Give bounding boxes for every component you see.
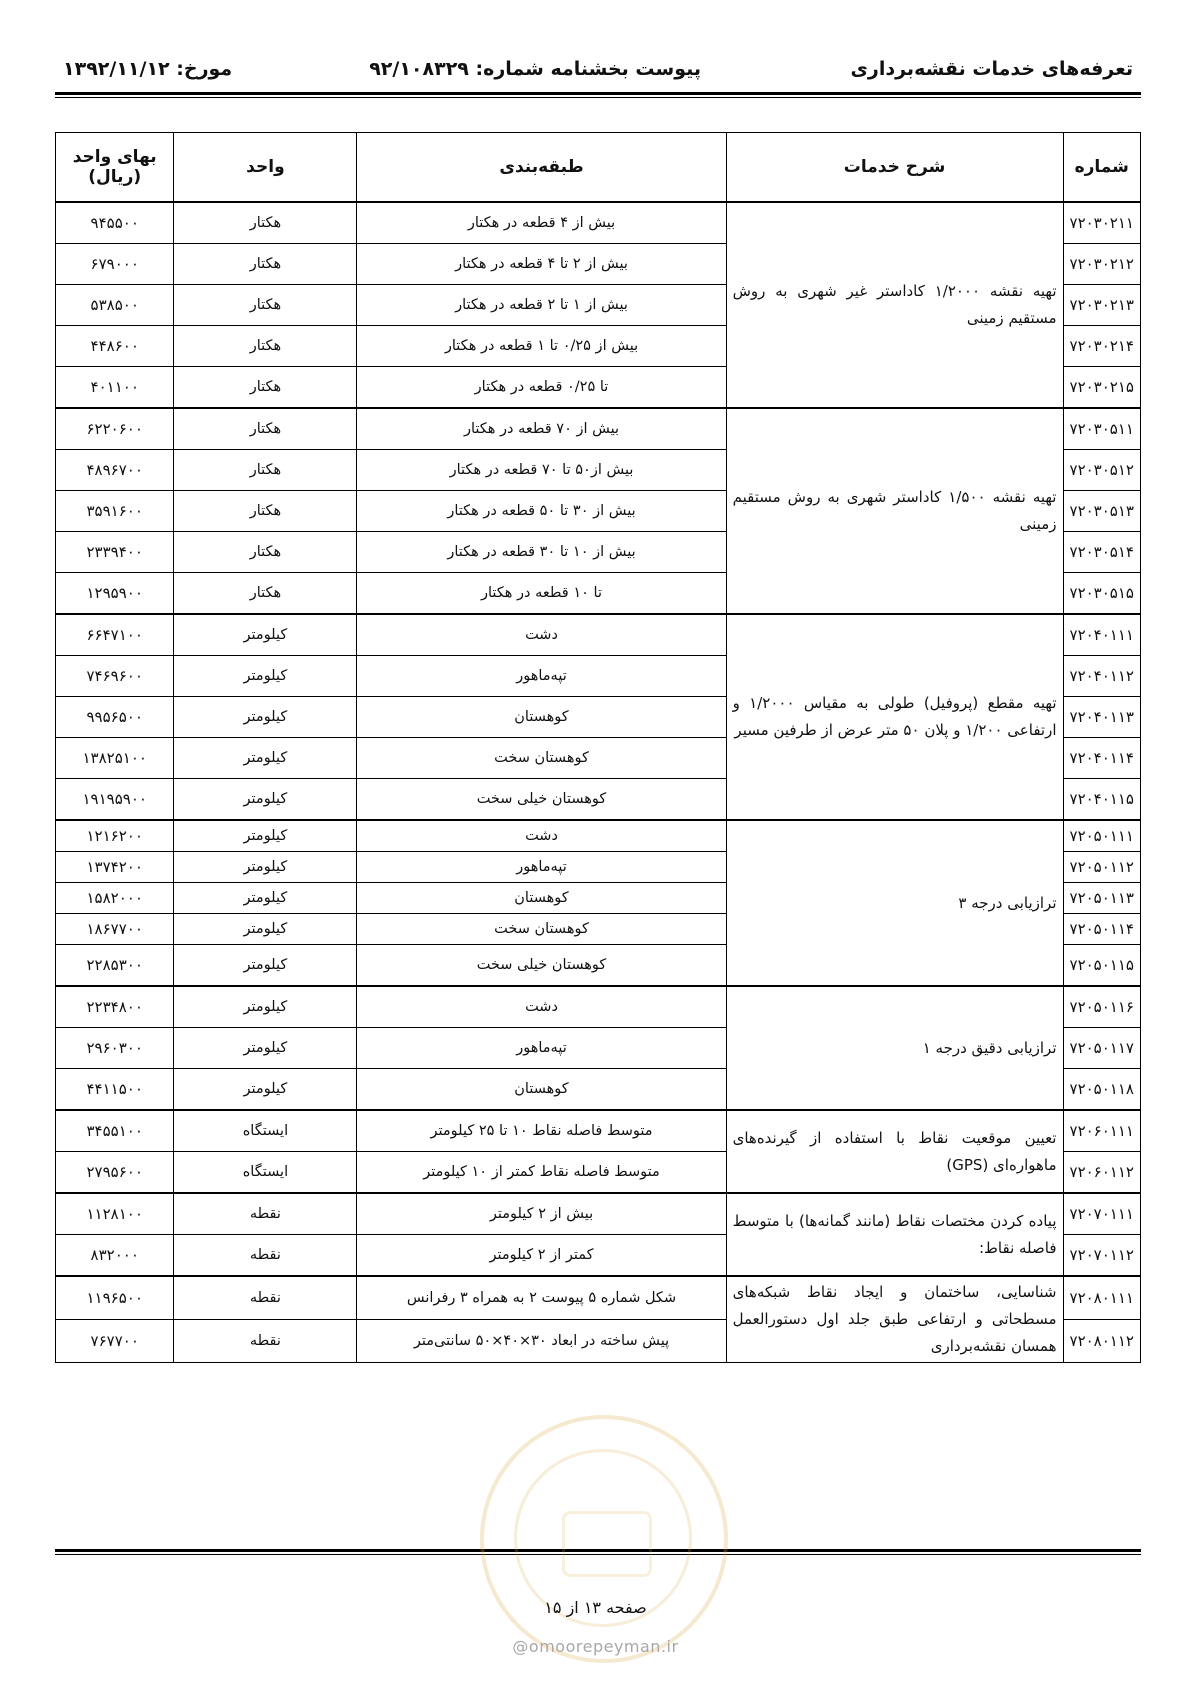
unit: نقطه [174,1276,357,1320]
column-header-classification: طبقه‌بندی [357,133,726,203]
service-code: ۷۲۰۸۰۱۱۱ [1063,1276,1141,1320]
unit: نقطه [174,1193,357,1235]
unit-price: ۱۱۲۸۱۰۰ [56,1193,174,1235]
classification: تا ۰/۲۵ قطعه در هکتار [357,367,726,409]
unit-price: ۱۵۸۲۰۰۰ [56,883,174,914]
unit: هکتار [174,491,357,532]
table-row [56,820,1141,852]
service-description: شناسایی، ساختمان و ایجاد نقاط شبکه‌های مسطحاتی و ارتفاعی طبق جلد اول دستورالعمل همسان نقشه‌برداری [726,1276,1063,1363]
classification: بیش از ۲ کیلومتر [357,1193,726,1235]
header-rule-thin [55,97,1141,98]
service-code: ۷۲۰۵۰۱۱۳ [1063,883,1141,914]
unit-price: ۴۰۱۱۰۰ [56,367,174,409]
table-header-row [56,133,1141,203]
service-code: ۷۲۰۳۰۵۱۵ [1063,573,1141,615]
unit: هکتار [174,408,357,450]
unit: کیلومتر [174,883,357,914]
unit: کیلومتر [174,945,357,987]
service-code: ۷۲۰۳۰۵۱۴ [1063,532,1141,573]
classification: کوهستان [357,1069,726,1111]
column-header-description: شرح خدمات [726,133,1063,203]
price-header-line1: بهای واحد [72,147,157,167]
seal-watermark [480,1415,728,1663]
unit: هکتار [174,326,357,367]
classification: بیش از ۳۰ تا ۵۰ قطعه در هکتار [357,491,726,532]
unit-price: ۲۹۶۰۳۰۰ [56,1028,174,1069]
classification: بیش از ۷۰ قطعه در هکتار [357,408,726,450]
tariff-table [55,132,1141,1363]
classification: بیش از ۲ تا ۴ قطعه در هکتار [357,244,726,285]
unit-price: ۱۹۱۹۵۹۰۰ [56,779,174,821]
unit: کیلومتر [174,738,357,779]
classification: بیش از ۱ تا ۲ قطعه در هکتار [357,285,726,326]
column-header-code: شماره [1063,133,1141,203]
unit-price: ۴۸۹۶۷۰۰ [56,450,174,491]
classification: متوسط فاصله نقاط کمتر از ۱۰ کیلومتر [357,1152,726,1194]
column-header-unit: واحد [174,133,357,203]
classification: دشت [357,614,726,656]
service-code: ۷۲۰۶۰۱۱۲ [1063,1152,1141,1194]
table-row [56,1110,1141,1152]
unit: نقطه [174,1235,357,1277]
unit: ایستگاه [174,1110,357,1152]
page-number: صفحه ۱۳ از ۱۵ [544,1598,647,1617]
unit-price: ۵۳۸۵۰۰ [56,285,174,326]
classification: تا ۱۰ قطعه در هکتار [357,573,726,615]
site-watermark: @omoorepeyman.ir [512,1637,679,1656]
unit: کیلومتر [174,779,357,821]
unit: کیلومتر [174,986,357,1028]
service-code: ۷۲۰۵۰۱۱۵ [1063,945,1141,987]
unit-price: ۱۱۹۶۵۰۰ [56,1276,174,1320]
unit-price: ۶۶۴۷۱۰۰ [56,614,174,656]
unit-price: ۶۷۹۰۰۰ [56,244,174,285]
classification: دشت [357,820,726,852]
unit-price: ۲۲۳۴۸۰۰ [56,986,174,1028]
table-row [56,614,1141,656]
classification: پیش ساخته در ابعاد ۳۰×۴۰×۵۰ سانتی‌متر [357,1320,726,1363]
table-body [56,202,1141,1363]
table-row [56,1193,1141,1235]
service-code: ۷۲۰۷۰۱۱۱ [1063,1193,1141,1235]
unit-price: ۴۴۸۶۰۰ [56,326,174,367]
document-title: تعرفه‌های خدمات نقشه‌برداری [850,58,1133,80]
unit: هکتار [174,367,357,409]
classification: کوهستان سخت [357,914,726,945]
service-code: ۷۲۰۴۰۱۱۵ [1063,779,1141,821]
unit-price: ۱۳۸۲۵۱۰۰ [56,738,174,779]
unit-price: ۳۵۹۱۶۰۰ [56,491,174,532]
seal-emblem [562,1511,652,1577]
column-header-unit-price [56,133,174,203]
service-code: ۷۲۰۷۰۱۱۲ [1063,1235,1141,1277]
unit-price: ۱۲۱۶۲۰۰ [56,820,174,852]
service-description: تهیه مقطع (پروفیل) طولی به مقیاس ۱/۲۰۰۰ و ارتفاعی ۱/۲۰۰ و پلان ۵۰ متر عرض از طرفین مسیر [726,614,1063,820]
unit-price: ۹۴۵۵۰۰ [56,202,174,244]
unit: کیلومتر [174,656,357,697]
classification: کوهستان [357,697,726,738]
unit: کیلومتر [174,852,357,883]
service-code: ۷۲۰۸۰۱۱۲ [1063,1320,1141,1363]
service-code: ۷۲۰۵۰۱۱۷ [1063,1028,1141,1069]
service-description: ترازیابی درجه ۳ [726,820,1063,986]
table-row [56,986,1141,1028]
unit: هکتار [174,244,357,285]
classification: دشت [357,986,726,1028]
unit-price: ۲۳۳۹۴۰۰ [56,532,174,573]
classification: متوسط فاصله نقاط ۱۰ تا ۲۵ کیلومتر [357,1110,726,1152]
service-code: ۷۲۰۴۰۱۱۲ [1063,656,1141,697]
unit-price: ۱۸۶۷۷۰۰ [56,914,174,945]
service-code: ۷۲۰۳۰۵۱۳ [1063,491,1141,532]
classification: بیش از ۰/۲۵ تا ۱ قطعه در هکتار [357,326,726,367]
service-code: ۷۲۰۳۰۲۱۵ [1063,367,1141,409]
unit-price: ۸۳۲۰۰۰ [56,1235,174,1277]
unit: کیلومتر [174,914,357,945]
service-code: ۷۲۰۳۰۵۱۲ [1063,450,1141,491]
classification: تپه‌ماهور [357,1028,726,1069]
unit: هکتار [174,285,357,326]
page-header [55,58,1141,92]
unit: کیلومتر [174,820,357,852]
unit: کیلومتر [174,1069,357,1111]
header-rule [55,92,1141,95]
service-description: تعیین موقعیت نقاط با استفاده از گیرنده‌های ماهواره‌ای (GPS) [726,1110,1063,1193]
unit-price: ۲۲۸۵۳۰۰ [56,945,174,987]
classification: تپه‌ماهور [357,656,726,697]
unit-price: ۹۹۵۶۵۰۰ [56,697,174,738]
unit: نقطه [174,1320,357,1363]
service-code: ۷۲۰۶۰۱۱۱ [1063,1110,1141,1152]
unit-price: ۳۴۵۵۱۰۰ [56,1110,174,1152]
service-code: ۷۲۰۴۰۱۱۴ [1063,738,1141,779]
unit-price: ۱۳۷۴۲۰۰ [56,852,174,883]
service-code: ۷۲۰۵۰۱۱۴ [1063,914,1141,945]
service-code: ۷۲۰۳۰۲۱۳ [1063,285,1141,326]
service-code: ۷۲۰۵۰۱۱۸ [1063,1069,1141,1111]
service-description: پیاده کردن مختصات نقاط (مانند گمانه‌ها) با متوسط فاصله نقاط: [726,1193,1063,1276]
service-description: ترازیابی دقیق درجه ۱ [726,986,1063,1110]
unit: هکتار [174,202,357,244]
unit: کیلومتر [174,1028,357,1069]
service-code: ۷۲۰۳۰۲۱۴ [1063,326,1141,367]
unit: کیلومتر [174,614,357,656]
classification: بیش از ۱۰ تا ۳۰ قطعه در هکتار [357,532,726,573]
service-description: تهیه نقشه ۱/۲۰۰۰ کاداستر غیر شهری به روش مستقیم زمینی [726,202,1063,408]
unit: هکتار [174,573,357,615]
classification: کوهستان خیلی سخت [357,779,726,821]
classification: شکل شماره ۵ پیوست ۲ به همراه ۳ رفرانس [357,1276,726,1320]
table-row [56,202,1141,244]
classification: کوهستان سخت [357,738,726,779]
annex-number: پیوست بخشنامه شماره: ۹۲/۱۰۸۳۲۹ [369,58,701,80]
document-date: مورخ: ۱۳۹۲/۱۱/۱۲ [63,58,233,80]
service-description: تهیه نقشه ۱/۵۰۰ کاداستر شهری به روش مستقیم زمینی [726,408,1063,614]
price-header-line2: (ریال) [88,167,142,187]
table-row [56,408,1141,450]
unit: هکتار [174,450,357,491]
classification: کمتر از ۲ کیلومتر [357,1235,726,1277]
unit: هکتار [174,532,357,573]
service-code: ۷۲۰۳۰۲۱۱ [1063,202,1141,244]
unit-price: ۱۲۹۵۹۰۰ [56,573,174,615]
table-row [56,1276,1141,1320]
unit-price: ۲۷۹۵۶۰۰ [56,1152,174,1194]
classification: بیش از ۴ قطعه در هکتار [357,202,726,244]
unit-price: ۷۴۶۹۶۰۰ [56,656,174,697]
classification: تپه‌ماهور [357,852,726,883]
service-code: ۷۲۰۵۰۱۱۱ [1063,820,1141,852]
service-code: ۷۲۰۳۰۵۱۱ [1063,408,1141,450]
service-code: ۷۲۰۵۰۱۱۶ [1063,986,1141,1028]
service-code: ۷۲۰۵۰۱۱۲ [1063,852,1141,883]
unit: کیلومتر [174,697,357,738]
service-code: ۷۲۰۳۰۲۱۲ [1063,244,1141,285]
service-code: ۷۲۰۴۰۱۱۱ [1063,614,1141,656]
service-code: ۷۲۰۴۰۱۱۳ [1063,697,1141,738]
unit-price: ۷۶۷۷۰۰ [56,1320,174,1363]
classification: کوهستان [357,883,726,914]
unit-price: ۶۲۲۰۶۰۰ [56,408,174,450]
unit: ایستگاه [174,1152,357,1194]
unit-price: ۴۴۱۱۵۰۰ [56,1069,174,1111]
classification: کوهستان خیلی سخت [357,945,726,987]
classification: بیش از۵۰ تا ۷۰ قطعه در هکتار [357,450,726,491]
